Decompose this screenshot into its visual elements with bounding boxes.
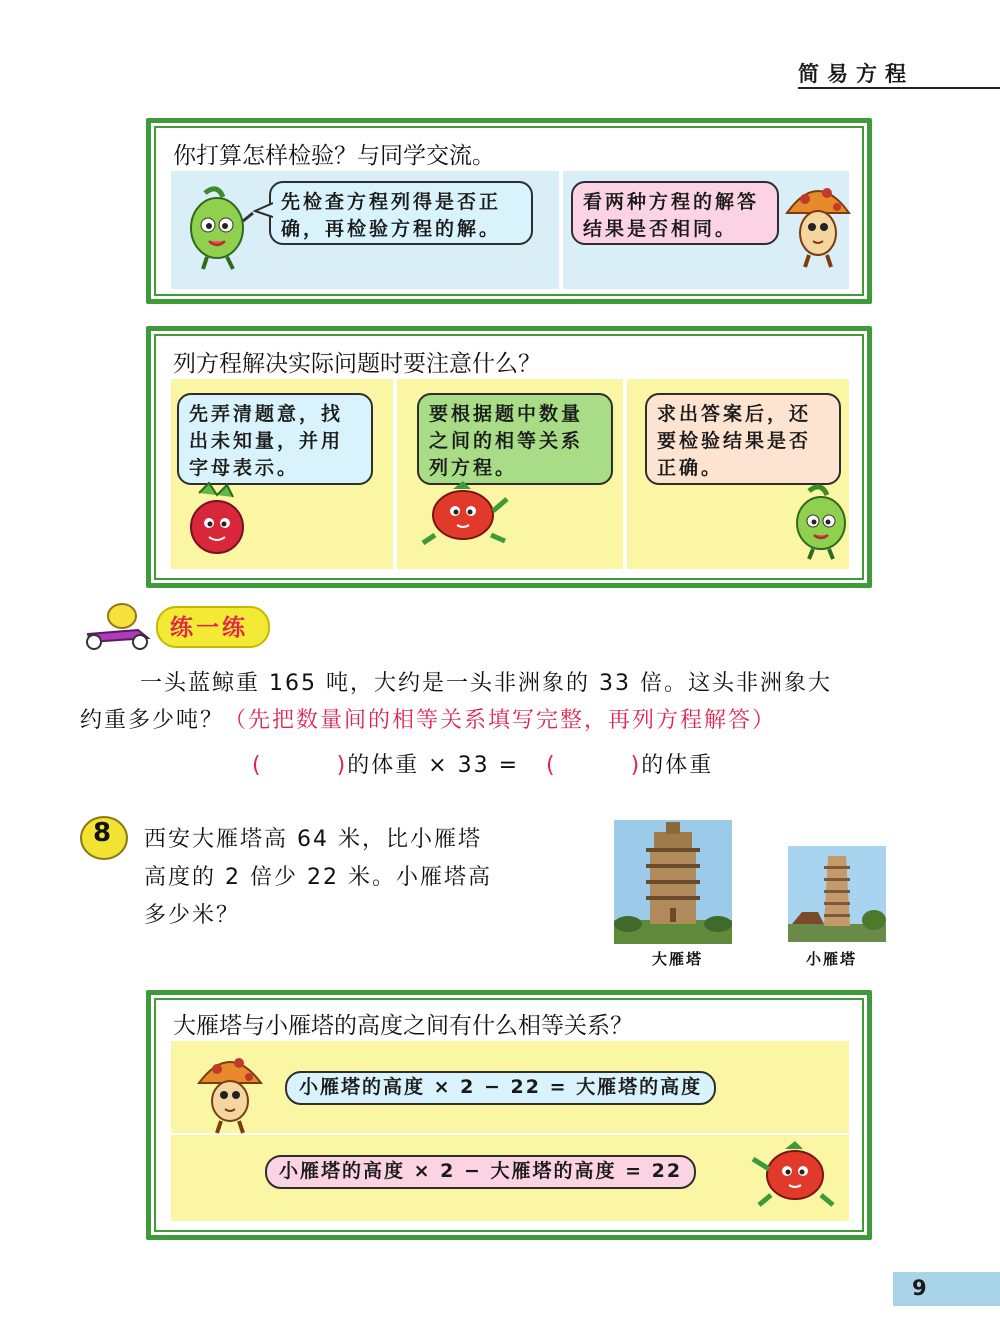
page-number: 9	[912, 1276, 927, 1300]
lemon-motorbike-icon	[78, 600, 156, 650]
green-pepper-character-icon	[781, 481, 861, 561]
problem-text-line3: 多少米？	[144, 903, 241, 928]
discussion-box-verify	[146, 118, 872, 304]
equation-bubble-2: 小雁塔的高度 × 2 − 大雁塔的高度 = 22	[265, 1155, 696, 1189]
mushroom-character-icon	[783, 175, 853, 271]
speech-bubble-understand-question: 先弄清题意，找出未知量，并用字母表示。	[177, 393, 373, 485]
practice-instruction: （先把数量间的相等关系填写完整，再列方程解答）	[224, 708, 777, 733]
equation-fill-line	[252, 748, 713, 779]
blank-open-1: (	[252, 753, 263, 778]
discussion-title: 列方程解决实际问题时要注意什么？	[173, 351, 541, 377]
photo-caption-small: 小雁塔	[806, 950, 858, 968]
discussion-box-attention	[146, 326, 872, 588]
discussion-title: 你打算怎样检验？与同学交流。	[173, 143, 495, 169]
bubble-tail-icon	[253, 201, 273, 221]
practice-label: 练一练	[170, 615, 248, 641]
practice-question-text: 约重多少吨？	[80, 708, 225, 733]
problem-text-line1: 西安大雁塔高 64 米，比小雁塔	[144, 827, 482, 852]
speech-bubble-check-answer: 求出答案后，还要检验结果是否正确。	[645, 393, 841, 485]
equation-middle: 的体重 × 33 =	[347, 753, 520, 778]
practice-question-line1: 一头蓝鲸重 165 吨，大约是一头非洲象的 33 倍。这头非洲象大	[140, 671, 832, 696]
small-wild-goose-pagoda-photo	[788, 846, 886, 942]
discussion-title: 大雁塔与小雁塔的高度之间有什么相等关系？	[173, 1013, 633, 1039]
problem-text-line2: 高度的 2 倍少 22 米。小雁塔高	[144, 865, 492, 890]
speech-bubble-equal-relation: 要根据题中数量之间的相等关系列方程。	[417, 393, 613, 485]
chapter-title: 简易方程	[798, 62, 914, 86]
practice-question-line2	[80, 703, 776, 734]
radish-character-icon	[179, 481, 259, 561]
blank-open-2: (	[546, 753, 557, 778]
blank-close-2: )	[630, 753, 642, 778]
equation-bubble-1: 小雁塔的高度 × 2 − 22 = 大雁塔的高度	[285, 1071, 716, 1105]
tomato-character-icon	[413, 481, 513, 553]
discussion-box-relation	[146, 990, 872, 1240]
green-pepper-character-icon	[177, 183, 257, 273]
header-divider	[798, 87, 1000, 89]
blank-close-1: )	[336, 753, 348, 778]
big-wild-goose-pagoda-photo	[614, 820, 732, 944]
mushroom-character-icon	[195, 1047, 265, 1135]
tomato-character-icon	[741, 1141, 841, 1213]
problem-number: 8	[93, 818, 112, 848]
speech-bubble-check-equation: 先检查方程列得是否正确，再检验方程的解。	[269, 181, 533, 245]
equation-end: 的体重	[641, 753, 714, 778]
page-number-band	[893, 1272, 1000, 1306]
speech-bubble-compare-results: 看两种方程的解答结果是否相同。	[571, 181, 779, 245]
photo-caption-big: 大雁塔	[652, 950, 704, 968]
